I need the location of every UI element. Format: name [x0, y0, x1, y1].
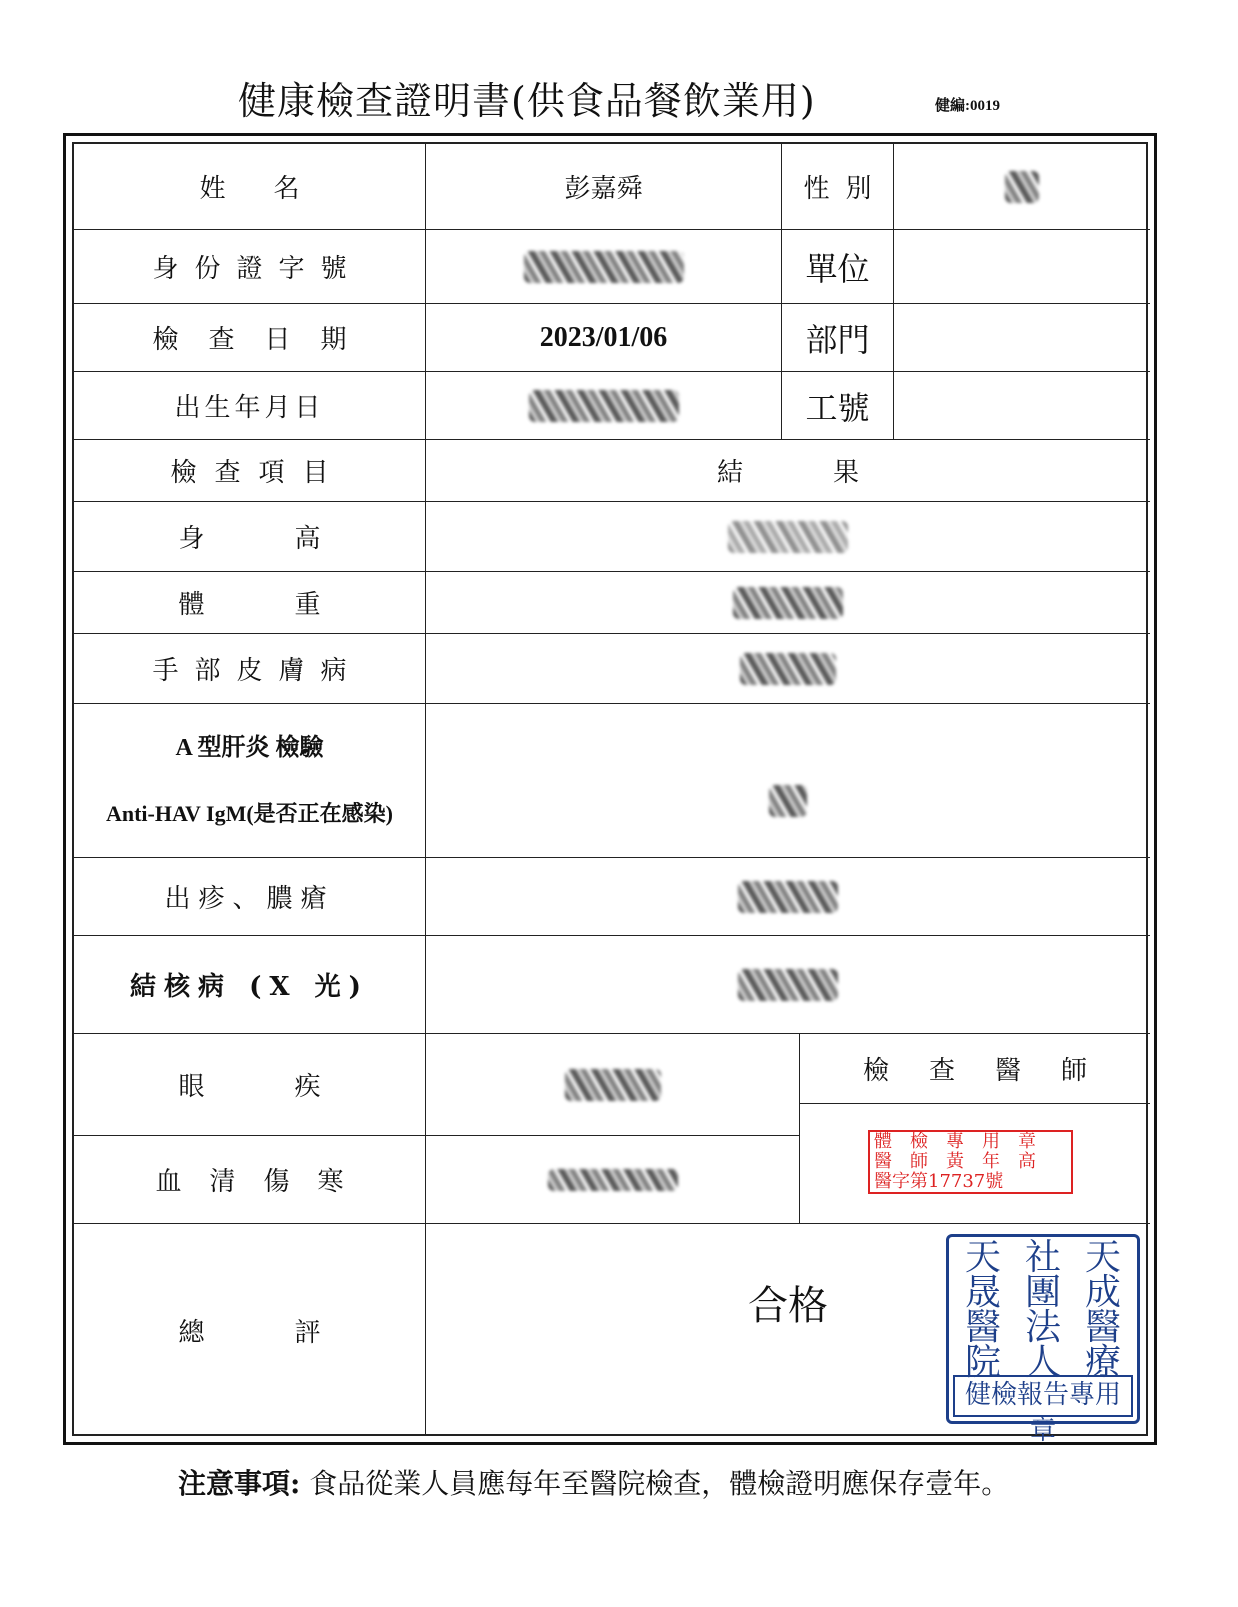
label-doctor: 檢查醫師 — [800, 1034, 1150, 1104]
blue-stamp-footer: 健檢報告專用章 — [953, 1375, 1133, 1417]
value-height — [426, 502, 1150, 572]
redacted-birth — [529, 390, 679, 422]
label-dept: 部門 — [782, 304, 894, 372]
blue-stamp-char: 天 — [964, 1237, 1001, 1278]
redacted-sex — [1005, 171, 1039, 203]
redacted-skin — [740, 653, 836, 685]
value-birth — [426, 372, 782, 440]
value-exam-date: 2023/01/06 — [426, 304, 782, 372]
redacted-rash — [738, 881, 838, 913]
blue-stamp-char: 晟 — [964, 1272, 1001, 1313]
hospital-blue-stamp — [946, 1234, 1140, 1446]
redacted-hav — [769, 785, 807, 817]
redacted-weight — [733, 587, 843, 619]
label-birth: 出生年月日 — [74, 372, 426, 440]
label-emp-no: 工號 — [782, 372, 894, 440]
value-hav — [426, 704, 1150, 858]
redacted-height — [728, 521, 848, 553]
label-name: 姓名 — [74, 144, 426, 230]
label-hav-line2: Anti-HAV IgM(是否正在感染) — [105, 800, 394, 826]
blue-stamp-char: 醫 — [1084, 1307, 1121, 1348]
label-sex: 性別 — [782, 144, 894, 230]
value-dept — [894, 304, 1150, 372]
value-tb — [426, 936, 1150, 1034]
label-hav — [74, 704, 426, 858]
blue-stamp-char: 團 — [1024, 1272, 1061, 1313]
value-typhoid — [426, 1136, 800, 1224]
blue-stamp-char: 天 — [1084, 1237, 1121, 1278]
redacted-id — [524, 251, 684, 283]
value-emp-no — [894, 372, 1150, 440]
red-stamp-line3: 醫字第17737號 — [874, 1171, 1004, 1192]
label-weight: 體重 — [74, 572, 426, 634]
label-unit: 單位 — [782, 230, 894, 304]
label-overall: 總評 — [74, 1224, 426, 1436]
value-weight — [426, 572, 1150, 634]
label-height: 身高 — [74, 502, 426, 572]
red-stamp-line2: 醫師黃年高 — [874, 1151, 1054, 1172]
redacted-eye — [565, 1069, 661, 1101]
label-tb: 結核病 (X 光) — [74, 936, 426, 1034]
blue-stamp-char: 療 — [1084, 1342, 1121, 1383]
blue-stamp-char: 法 — [1024, 1307, 1061, 1348]
label-hav-line1: A 型肝炎 檢驗 — [175, 734, 324, 761]
label-eye: 眼疾 — [74, 1034, 426, 1136]
label-rash: 出疹、膿瘡 — [74, 858, 426, 936]
value-skin — [426, 634, 1150, 704]
label-skin: 手部皮膚病 — [74, 634, 426, 704]
value-rash — [426, 858, 1150, 936]
blue-stamp-char: 院 — [964, 1342, 1001, 1383]
blue-stamp-char: 醫 — [964, 1307, 1001, 1348]
footer-note — [178, 1462, 1009, 1502]
document-title: 健康檢查證明書(供食品餐飲業用) — [238, 79, 816, 123]
blue-stamp-char: 人 — [1024, 1342, 1061, 1383]
blue-stamp-char: 成 — [1084, 1272, 1121, 1313]
footer-note-prefix: 注意事項: — [178, 1467, 301, 1500]
doctor-red-stamp — [868, 1130, 1073, 1194]
value-unit — [894, 230, 1150, 304]
redacted-typhoid — [548, 1169, 678, 1191]
label-exam-date: 檢查日期 — [74, 304, 426, 372]
label-id: 身份證字號 — [74, 230, 426, 304]
red-stamp-line1: 體檢專用章 — [874, 1131, 1054, 1152]
blue-stamp-chars — [953, 1237, 1133, 1383]
label-result: 結果 — [426, 440, 1150, 502]
blue-stamp-char: 社 — [1024, 1237, 1061, 1278]
value-sex — [894, 144, 1150, 230]
value-overall: 合格 — [748, 1283, 828, 1329]
document-code: 健編:0019 — [935, 98, 1000, 114]
redacted-tb — [738, 969, 838, 1001]
value-id — [426, 230, 782, 304]
label-typhoid: 血清傷寒 — [74, 1136, 426, 1224]
value-name: 彭嘉舜 — [426, 144, 782, 230]
value-eye — [426, 1034, 800, 1136]
label-items: 檢查項目 — [74, 440, 426, 502]
footer-note-text: 食品從業人員應每年至醫院檢查，體檢證明應保存壹年。 — [300, 1467, 1010, 1500]
